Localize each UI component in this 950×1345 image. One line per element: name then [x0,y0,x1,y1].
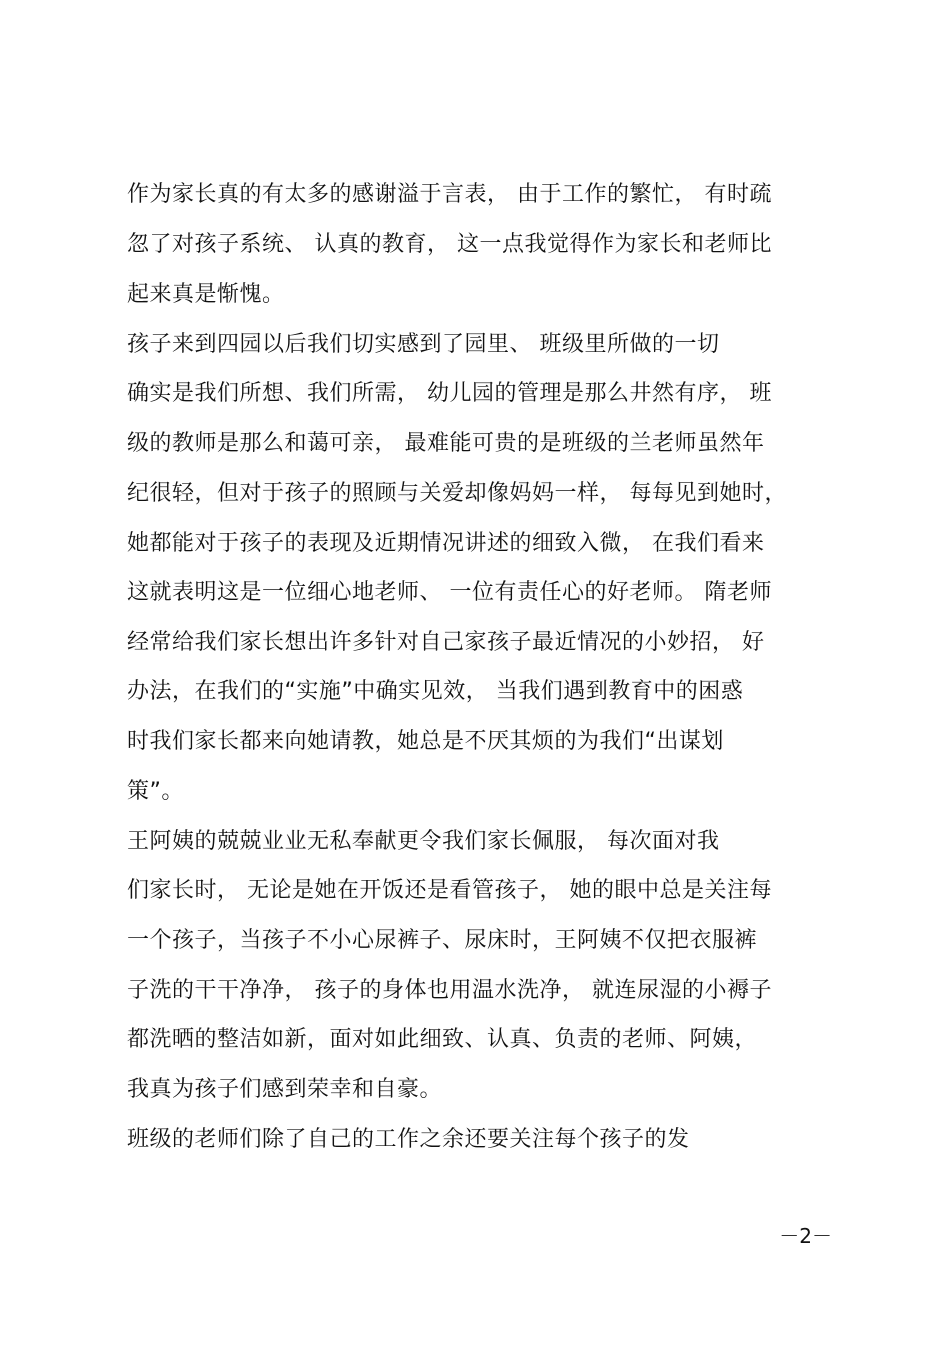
paragraph-start-line: 班级的老师们除了自己的工作之余还要关注每个孩子的发 [127,1127,690,1152]
text-line: 时我们家长都来向她请教，她总是不厌其烦的为我们“出谋划 [127,729,724,754]
text-line: 们家长时， 无论是她在开饭还是看管孩子， 她的眼中总是关注每 [127,878,772,903]
text-line: 纪很轻，但对于孩子的照顾与关爱却像妈妈一样， 每每见到她时， [127,481,787,506]
paragraph-start-line: 孩子来到四园以后我们切实感到了园里、 班级里所做的一切 [127,332,720,357]
paragraph-start-line: 王阿姨的兢兢业业无私奉献更令我们家长佩服， 每次面对我 [127,829,720,854]
text-line: 这就表明这是一位细心地老师、 一位有责任心的好老师。 隋老师 [127,580,772,605]
text-line: 确实是我们所想、我们所需， 幼儿园的管理是那么井然有序， 班 [127,381,772,406]
text-line: 她都能对于孩子的表现及近期情况讲述的细致入微， 在我们看来 [127,531,765,556]
text-line: 作为家长真的有太多的感谢溢于言表， 由于工作的繁忙， 有时疏 [127,182,772,207]
text-line: 办法，在我们的“实施”中确实见效， 当我们遇到教育中的困惑 [127,679,744,704]
text-line: 我真为孩子们感到荣幸和自豪。 [127,1077,443,1102]
text-line: 经常给我们家长想出许多针对自己家孩子最近情况的小妙招， 好 [127,630,765,655]
text-line: 忽了对孩子系统、 认真的教育， 这一点我觉得作为家长和老师比 [127,232,772,257]
page-number: －2－ [779,1224,832,1248]
text-line: 起来真是惭愧。 [127,282,285,307]
text-line: 都洗晒的整洁如新，面对如此细致、认真、负责的老师、阿姨， [127,1027,758,1052]
text-line: 子洗的干干净净， 孩子的身体也用温水洗净， 就连尿湿的小褥子 [127,978,772,1003]
text-line: 策”。 [127,779,184,804]
text-line: 级的教师是那么和蔼可亲， 最难能可贵的是班级的兰老师虽然年 [127,431,765,456]
text-line: 一个孩子，当孩子不小心尿裤子、尿床时，王阿姨不仅把衣服裤 [127,928,758,953]
